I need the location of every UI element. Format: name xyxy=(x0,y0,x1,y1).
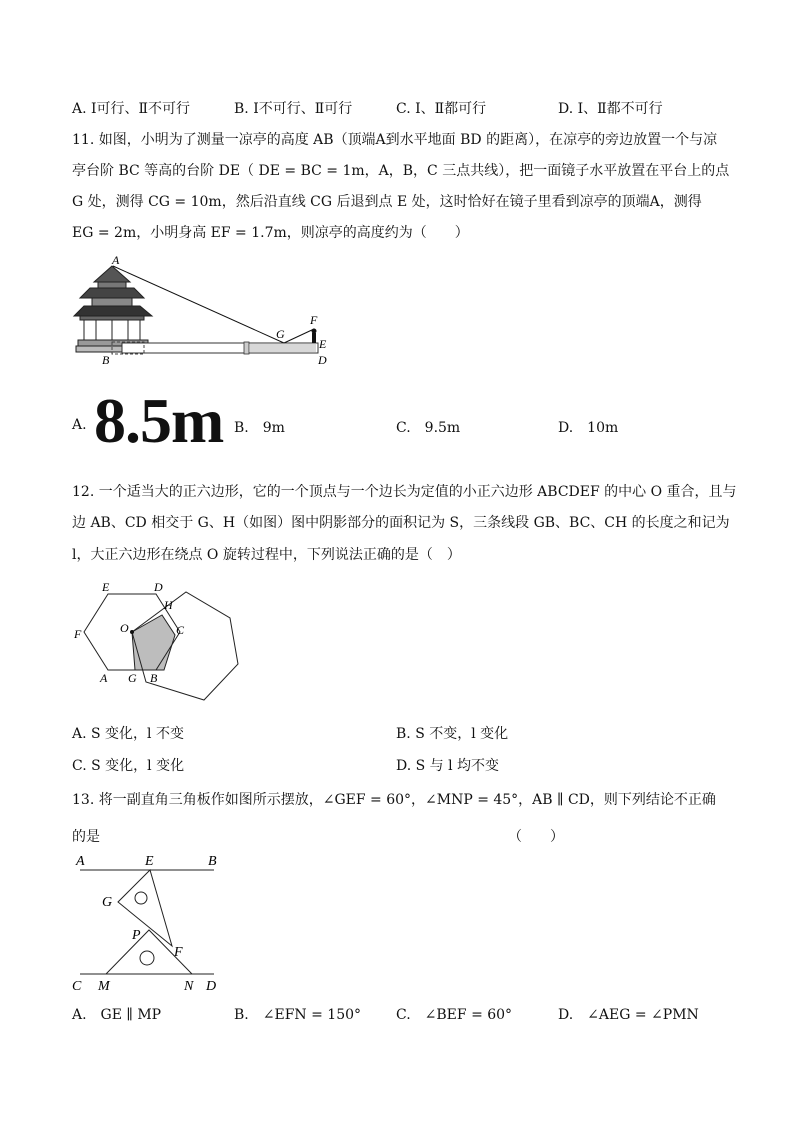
label-g: G xyxy=(128,671,137,685)
label-a: A xyxy=(112,253,120,267)
pavilion-image xyxy=(74,266,152,352)
q11-stem-line-4: EG = 2m，小明身高 EF = 1.7m，则凉亭的高度约为（ ） xyxy=(72,225,469,241)
label-a: A xyxy=(100,671,108,685)
q10-option-c: C. Ⅰ、Ⅱ都可行 xyxy=(396,101,487,117)
label-d: D xyxy=(206,979,217,994)
q12-option-b: B. S 不变，l 变化 xyxy=(396,726,509,742)
label-c: C xyxy=(176,623,185,637)
label-m: M xyxy=(98,979,110,994)
label-h: H xyxy=(164,598,173,612)
q13-stem-line-1: 13. 将一副直角三角板作如图所示摆放，∠GEF = 60°，∠MNP = 45°，AB ∥ CD，则下列结论不正确 xyxy=(72,792,716,808)
label-b: B xyxy=(208,854,217,869)
shaded-region xyxy=(132,615,175,670)
label-b: B xyxy=(150,671,158,685)
q11-stem-line-2: 亭台阶 BC 等高的台阶 DE（ DE = BC = 1m，A，B，C 三点共线），把一面镜子水平放置在平台上的点 xyxy=(72,163,730,179)
center-o xyxy=(130,630,134,634)
q12-option-c: C. S 变化，l 变化 xyxy=(72,758,185,774)
q13-option-d: D. ∠AEG = ∠PMN xyxy=(558,1007,699,1023)
q13-option-b: B. ∠EFN = 150° xyxy=(234,1007,362,1023)
line-g-f xyxy=(284,329,314,343)
label-o: O xyxy=(120,621,129,635)
q12-stem-line-3: l，大正六边形在绕点 O 旋转过程中，下列说法正确的是（ ） xyxy=(72,547,461,563)
q10-option-d: D. Ⅰ、Ⅱ都不可行 xyxy=(558,101,663,117)
label-f: F xyxy=(74,627,82,641)
label-e: E xyxy=(145,854,154,869)
q13-answer-paren: （ ） xyxy=(508,829,564,845)
q13-option-c: C. ∠BEF = 60° xyxy=(396,1007,513,1023)
label-a: A xyxy=(76,854,85,869)
q12-option-d: D. S 与 l 均不变 xyxy=(396,758,500,774)
circle-bottom xyxy=(140,951,154,965)
q11-option-c: C. 9.5m xyxy=(396,420,461,436)
q12-stem-line-2: 边 AB、CD 相交于 G、H（如图）图中阴影部分的面积记为 S，三条线段 GB、BC、CH 的长度之和记为 xyxy=(72,515,730,531)
label-g: G xyxy=(102,895,113,910)
label-e: E xyxy=(102,580,110,594)
label-b: B xyxy=(102,353,110,367)
q11-stem-line-3: G 处，测得 CG = 10m，然后沿直线 CG 后退到点 E 处，这时恰好在镜子里看到凉亭的顶端A，测得 xyxy=(72,194,702,210)
q11-pavilion-figure xyxy=(72,252,342,370)
q11-option-d: D. 10m xyxy=(558,420,619,436)
label-d: D xyxy=(318,353,327,367)
q12-option-a: A. S 变化，l 不变 xyxy=(72,726,184,742)
label-f: F xyxy=(310,313,318,327)
q10-option-b: B. Ⅰ不可行、Ⅱ可行 xyxy=(234,101,353,117)
q11-option-b: B. 9m xyxy=(234,420,285,436)
label-f: F xyxy=(174,945,183,960)
q11-option-a-value: 8.5m xyxy=(94,385,224,456)
person-body xyxy=(312,333,316,343)
q12-stem-line-1: 12. 一个适当大的正六边形，它的一个顶点与一个边长为定值的小正六边形 ABCDEF 的中心 O 重合，且与 xyxy=(72,484,737,500)
circle-top xyxy=(135,892,147,904)
q11-option-a-prefix: A. xyxy=(72,417,87,433)
label-e: E xyxy=(319,337,327,351)
label-d: D xyxy=(154,580,163,594)
q13-option-a: A. GE ∥ MP xyxy=(72,1007,162,1023)
label-c: C xyxy=(72,979,82,994)
label-p: P xyxy=(132,928,141,943)
label-g: G xyxy=(276,327,285,341)
label-n: N xyxy=(184,979,194,994)
q12-hexagon-figure xyxy=(72,578,248,702)
platform-shade xyxy=(250,344,316,352)
q10-option-a: A. Ⅰ可行、Ⅱ不可行 xyxy=(72,101,191,117)
line-a-g xyxy=(113,266,284,343)
q11-stem-line-1: 11. 如图，小明为了测量一凉亭的高度 AB（顶端A到水平地面 BD 的距离），在凉亭的旁边放置一个与凉 xyxy=(72,132,718,148)
person-head xyxy=(312,329,317,334)
platform-joint xyxy=(244,342,249,354)
q13-triangle-figure xyxy=(72,850,232,994)
q13-stem-line-2: 的是 xyxy=(72,829,100,845)
